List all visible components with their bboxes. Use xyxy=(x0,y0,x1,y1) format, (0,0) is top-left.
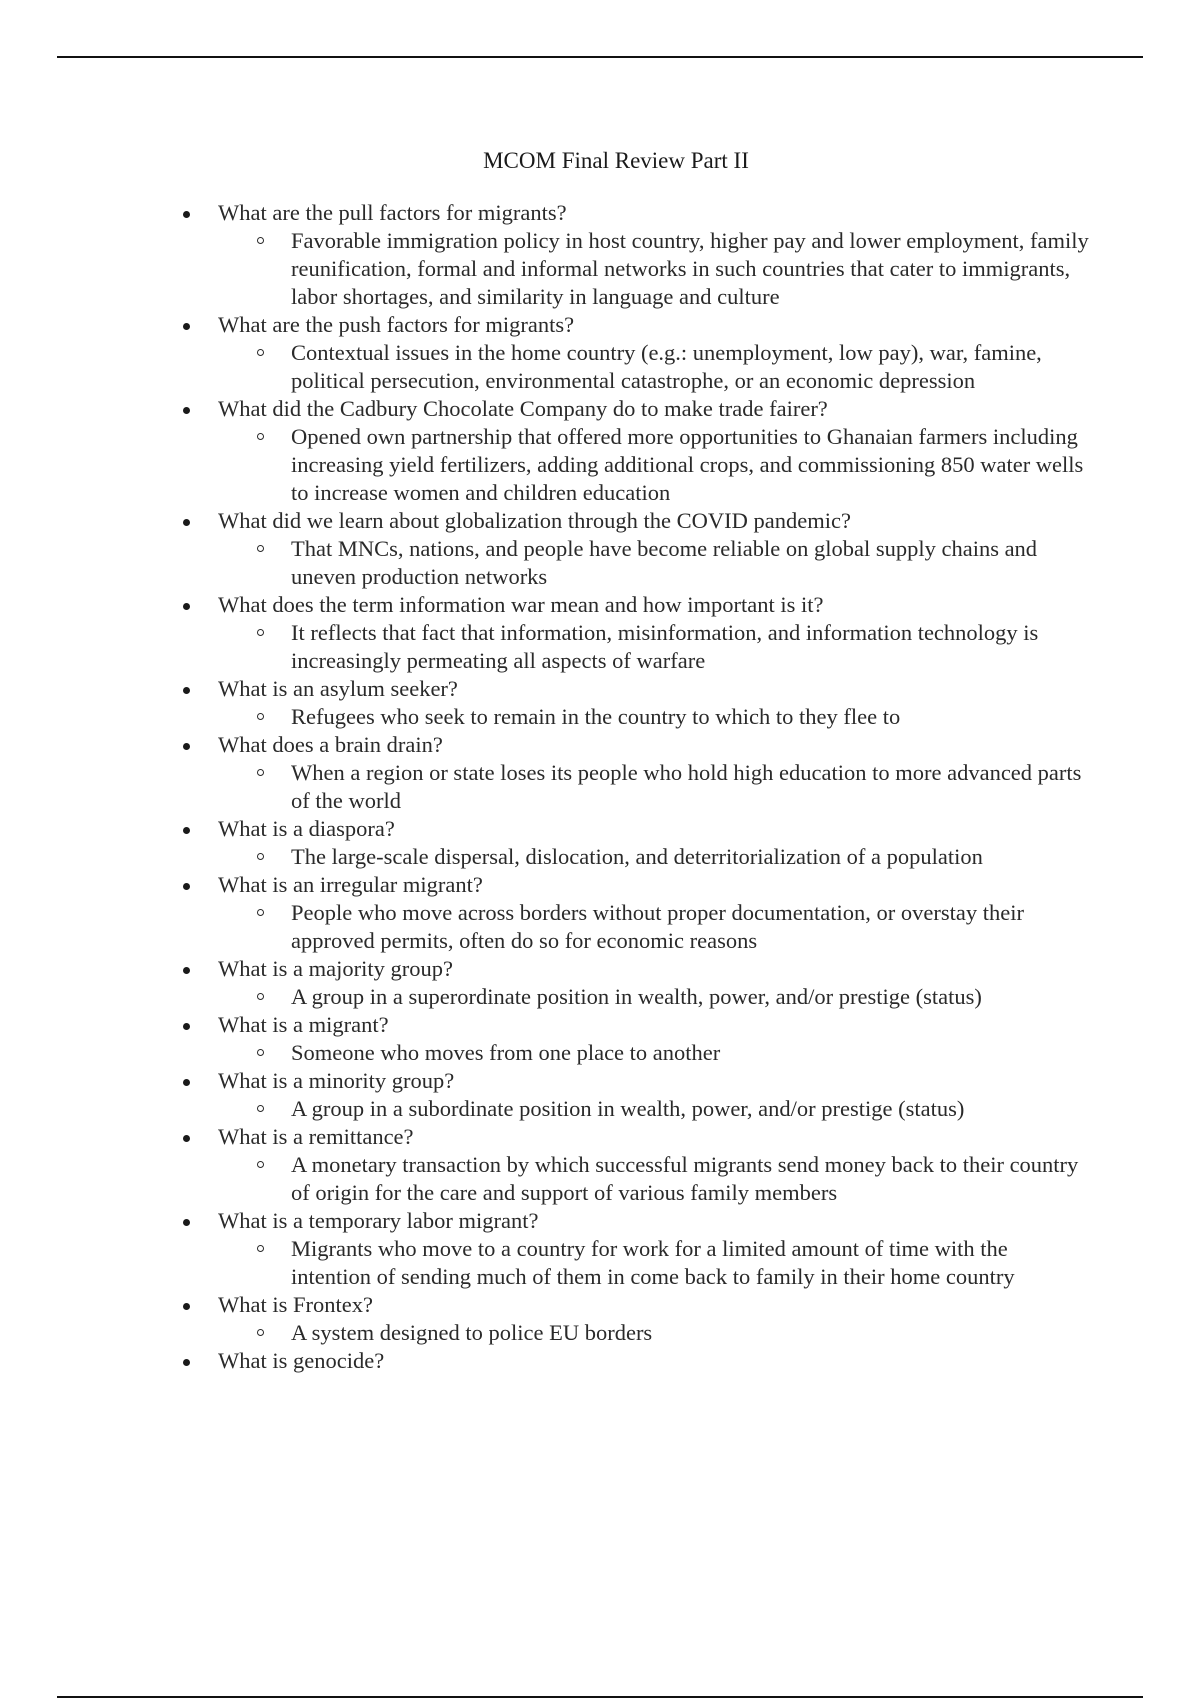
answer-text: Migrants who move to a country for work for a limited amount of time with the intention of sending much of them in come back to family in their home country xyxy=(291,1236,1015,1289)
list-item xyxy=(0,311,1200,395)
question-text: What are the pull factors for migrants? xyxy=(218,200,567,225)
question-row xyxy=(0,1207,1118,1235)
answer-row xyxy=(0,1151,1091,1207)
list-item xyxy=(0,395,1200,507)
bullet-icon xyxy=(183,1359,190,1366)
answer-text: It reflects that fact that information, misinformation, and information technology is increasingly permeating all aspects of warfare xyxy=(291,620,1039,673)
answer-row xyxy=(0,535,1091,591)
question-text: What are the push factors for migrants? xyxy=(218,312,575,337)
bullet-icon xyxy=(183,743,190,750)
list-item xyxy=(0,1067,1200,1123)
answer-text: That MNCs, nations, and people have become reliable on global supply chains and uneven production networks xyxy=(291,536,1038,589)
question-text: What is a majority group? xyxy=(218,956,453,981)
question-row xyxy=(0,591,1118,619)
answer-row xyxy=(0,703,1091,731)
bullet-icon xyxy=(183,323,190,330)
bullet-icon xyxy=(183,407,190,414)
bullet-icon xyxy=(183,883,190,890)
list-item xyxy=(0,871,1200,955)
question-text: What is a diaspora? xyxy=(218,816,395,841)
question-text: What is an asylum seeker? xyxy=(218,676,458,701)
list-item xyxy=(0,1347,1200,1375)
answer-row xyxy=(0,1319,1091,1347)
circle-bullet-icon xyxy=(257,1161,264,1168)
question-text: What does a brain drain? xyxy=(218,732,443,757)
question-text: What is genocide? xyxy=(218,1348,385,1373)
top-rule xyxy=(57,56,1143,58)
circle-bullet-icon xyxy=(257,713,264,720)
circle-bullet-icon xyxy=(257,993,264,1000)
question-text: What is a remittance? xyxy=(218,1124,414,1149)
question-row xyxy=(0,507,1118,535)
question-row xyxy=(0,1291,1118,1319)
answer-text: Refugees who seek to remain in the country to which to they flee to xyxy=(291,704,901,729)
answer-text: A group in a subordinate position in wealth, power, and/or prestige (status) xyxy=(291,1096,965,1121)
list-item xyxy=(0,591,1200,675)
answer-text: When a region or state loses its people who hold high education to more advanced parts of the world xyxy=(291,760,1082,813)
bullet-icon xyxy=(183,827,190,834)
circle-bullet-icon xyxy=(257,433,264,440)
circle-bullet-icon xyxy=(257,545,264,552)
answer-text: A monetary transaction by which successful migrants send money back to their country of origin for the care and support of various family members xyxy=(291,1152,1079,1205)
question-row xyxy=(0,1067,1118,1095)
circle-bullet-icon xyxy=(257,909,264,916)
circle-bullet-icon xyxy=(257,629,264,636)
answer-row xyxy=(0,1235,1091,1291)
answer-text: The large-scale dispersal, dislocation, and deterritorialization of a population xyxy=(291,844,983,869)
question-text: What did the Cadbury Chocolate Company do to make trade fairer? xyxy=(218,396,828,421)
answer-text: A system designed to police EU borders xyxy=(291,1320,653,1345)
answer-text: People who move across borders without proper documentation, or overstay their approved permits, often do so for economic reasons xyxy=(291,900,1024,953)
answer-row xyxy=(0,619,1091,675)
question-row xyxy=(0,731,1118,759)
question-row xyxy=(0,1123,1118,1151)
list-item xyxy=(0,1011,1200,1067)
bullet-icon xyxy=(183,1079,190,1086)
circle-bullet-icon xyxy=(257,769,264,776)
list-item xyxy=(0,675,1200,731)
list-item xyxy=(0,815,1200,871)
circle-bullet-icon xyxy=(257,1329,264,1336)
list-item xyxy=(0,199,1200,311)
circle-bullet-icon xyxy=(257,1049,264,1056)
circle-bullet-icon xyxy=(257,349,264,356)
bullet-icon xyxy=(183,687,190,694)
answer-text: A group in a superordinate position in wealth, power, and/or prestige (status) xyxy=(291,984,982,1009)
review-list xyxy=(0,199,1200,1375)
bullet-icon xyxy=(183,1303,190,1310)
circle-bullet-icon xyxy=(257,853,264,860)
answer-row xyxy=(0,1039,1091,1067)
question-row xyxy=(0,871,1118,899)
list-item xyxy=(0,1123,1200,1207)
list-item xyxy=(0,1291,1200,1347)
question-row xyxy=(0,311,1118,339)
question-text: What is a minority group? xyxy=(218,1068,455,1093)
question-row xyxy=(0,675,1118,703)
answer-text: Favorable immigration policy in host country, higher pay and lower employment, family reunification, formal and informal networks in such countries that cater to immigrants, labor shortages, and similarity in language and culture xyxy=(291,228,1089,309)
question-row xyxy=(0,395,1118,423)
bullet-icon xyxy=(183,1023,190,1030)
answer-row xyxy=(0,759,1091,815)
bullet-icon xyxy=(183,1219,190,1226)
bullet-icon xyxy=(183,967,190,974)
list-item xyxy=(0,731,1200,815)
question-text: What is a temporary labor migrant? xyxy=(218,1208,539,1233)
answer-text: Someone who moves from one place to another xyxy=(291,1040,721,1065)
answer-text: Contextual issues in the home country (e.g.: unemployment, low pay), war, famine, political persecution, environmental catastrophe, or an economic depression xyxy=(291,340,1042,393)
answer-row xyxy=(0,423,1091,507)
circle-bullet-icon xyxy=(257,1245,264,1252)
list-item xyxy=(0,1207,1200,1291)
question-row xyxy=(0,955,1118,983)
list-item xyxy=(0,955,1200,1011)
question-text: What did we learn about globalization through the COVID pandemic? xyxy=(218,508,851,533)
document-title: MCOM Final Review Part II xyxy=(483,148,749,173)
list-item xyxy=(0,507,1200,591)
question-text: What does the term information war mean and how important is it? xyxy=(218,592,824,617)
bullet-icon xyxy=(183,603,190,610)
answer-row xyxy=(0,899,1091,955)
bullet-icon xyxy=(183,211,190,218)
bullet-icon xyxy=(183,519,190,526)
question-row xyxy=(0,815,1118,843)
bottom-rule xyxy=(57,1696,1143,1698)
answer-text: Opened own partnership that offered more opportunities to Ghanaian farmers including increasing yield fertilizers, adding additional crops, and commissioning 850 water wells to increase women and children education xyxy=(291,424,1084,505)
answer-row xyxy=(0,227,1091,311)
circle-bullet-icon xyxy=(257,237,264,244)
circle-bullet-icon xyxy=(257,1105,264,1112)
question-text: What is an irregular migrant? xyxy=(218,872,483,897)
answer-row xyxy=(0,983,1091,1011)
answer-row xyxy=(0,339,1091,395)
question-row xyxy=(0,199,1118,227)
question-row xyxy=(0,1011,1118,1039)
question-text: What is Frontex? xyxy=(218,1292,373,1317)
answer-row xyxy=(0,843,1091,871)
question-text: What is a migrant? xyxy=(218,1012,389,1037)
question-row xyxy=(0,1347,1118,1375)
answer-row xyxy=(0,1095,1091,1123)
bullet-icon xyxy=(183,1135,190,1142)
